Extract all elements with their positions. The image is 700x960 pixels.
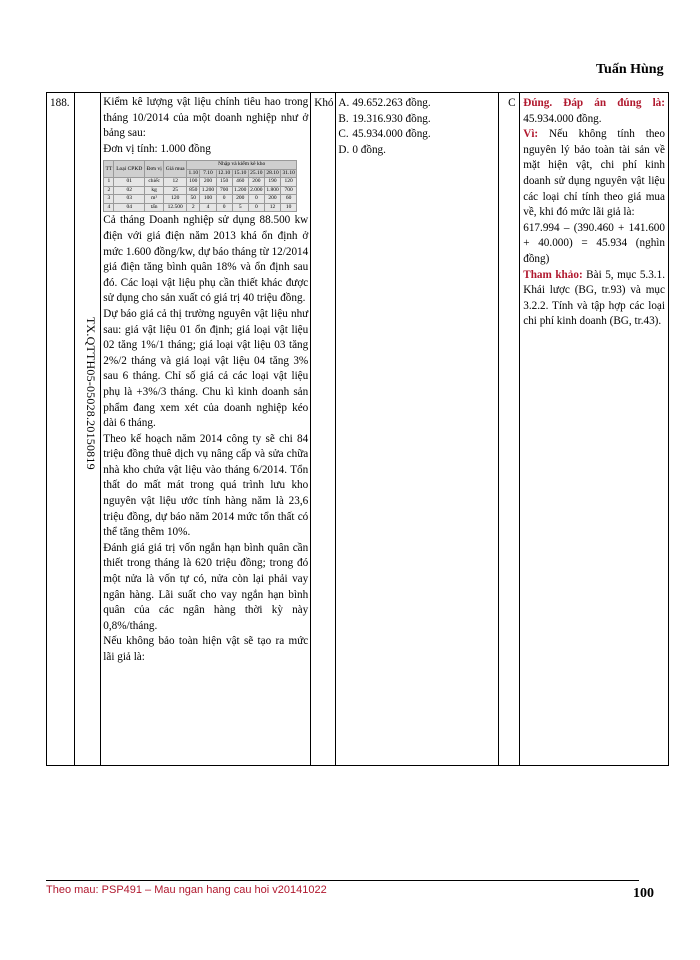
inventory-cell: 2 xyxy=(104,186,114,195)
inventory-subheader: 25.10 xyxy=(250,169,263,176)
reason-text: Vì: Nếu không tính theo nguyên lý bảo toàn tài sản về mặt hiện vật, chi phí kinh doanh sử dụng nguyên vật liệu các loại chỉ tính theo giá mua về, khi đó mức lãi giả là: xyxy=(523,128,665,219)
option-c: C. 45.934.000 đồng. xyxy=(338,128,431,141)
inventory-cell: 850 xyxy=(187,186,200,195)
inventory-cell: 2 xyxy=(187,203,200,212)
inventory-cell: 12 xyxy=(264,203,280,212)
inventory-cell: m² xyxy=(145,195,164,204)
inventory-cell: 10 xyxy=(281,203,297,212)
inventory-table xyxy=(103,160,297,212)
inventory-cell: 120 xyxy=(281,178,297,187)
inventory-cell: 0 xyxy=(248,195,264,204)
inventory-subheader: 12.10 xyxy=(217,169,231,176)
inventory-cell: 120 xyxy=(164,195,187,204)
capital-paragraph: Đánh giá giá trị vốn ngắn hạn bình quân cần thiết trong tháng là 620 triệu đồng; trong đó một nửa là vốn tự có, nửa còn lại phải vay ngân hàng. Lãi suất cho vay ngắn hạn bình quân của các ngân hàng thời kỳ này 0,8%/tháng. xyxy=(103,541,309,632)
inventory-header-stock: Nhập và kiểm kê kho xyxy=(187,161,297,170)
question-intro: Kiểm kê lượng vật liệu chính tiêu hao trong tháng 10/2014 của một doanh nghiệp như ở bảng sau: xyxy=(103,96,309,140)
option-b: B. 19.316.930 đồng. xyxy=(338,112,431,125)
difficulty-level: Khó xyxy=(311,93,336,766)
formula-text: 617.994 – (390.460 + 141.600 + 40.000) = 45.934 (nghìn đồng) xyxy=(523,221,665,265)
question-table xyxy=(46,92,669,766)
inventory-header-tt: TT xyxy=(104,161,114,178)
inventory-cell: 5 xyxy=(232,203,248,212)
inventory-cell: 02 xyxy=(114,186,145,195)
inventory-row xyxy=(104,178,297,187)
inventory-cell: 0 xyxy=(216,195,232,204)
inventory-cell: 1.800 xyxy=(266,186,279,193)
explanation xyxy=(520,93,669,766)
inventory-cell: 0 xyxy=(216,203,232,212)
inventory-cell: 04 xyxy=(114,203,145,212)
inventory-cell: 200 xyxy=(200,178,216,187)
option-a: A. 49.652.263 đồng. xyxy=(338,97,431,109)
inventory-row xyxy=(104,203,297,212)
inventory-cell: 150 xyxy=(216,178,232,187)
inventory-cell: tấn xyxy=(145,203,164,212)
footer-template-note: Theo mau: PSP491 – Mau ngan hang cau hoi v20141022 xyxy=(46,884,327,896)
inventory-cell: 0 xyxy=(248,203,264,212)
inventory-cell: 1.200 xyxy=(201,186,215,193)
inventory-cell: 200 xyxy=(232,195,248,204)
question-code: TX.QTTH05-05028.20150819 xyxy=(84,317,99,470)
plan-paragraph: Theo kế hoạch năm 2014 công ty sẽ chi 84 triệu đồng thuê dịch vụ nâng cấp và sửa chữa nhà kho chứa vật liệu vào tháng 6/2014. Tổn thất do mất mát trong quá trình lưu kho nguyên vật liệu ước tính hàng năm là 23,6 triệu đồng, dự báo năm 2014 mức tổn thất có thể tăng thêm 10%. xyxy=(103,432,309,539)
inventory-cell: 4 xyxy=(200,203,216,212)
inventory-cell: chiếc xyxy=(145,178,164,187)
inventory-subheader: 28.10 xyxy=(266,169,279,176)
inventory-subheader: 7.10 xyxy=(200,169,216,178)
inventory-cell: 3 xyxy=(104,195,114,204)
inventory-cell: 100 xyxy=(187,178,200,187)
inventory-cell: 1 xyxy=(104,178,114,187)
inventory-cell: 200 xyxy=(264,195,280,204)
correct-answer-line: Đúng. Đáp án đúng là: 45.934.000 đồng. xyxy=(523,97,665,125)
question-content xyxy=(101,93,311,766)
inventory-cell: 25 xyxy=(164,186,187,195)
footer-divider xyxy=(46,880,639,881)
inventory-cell: kg xyxy=(145,186,164,195)
inventory-subheader: 15.10 xyxy=(234,169,247,176)
inventory-cell: 03 xyxy=(114,195,145,204)
price-forecast-paragraph: Dự báo giá cả thị trường nguyên vật liệu như sau: giá vật liệu 01 ổn định; giá loại vật liệu 02 tăng 1%/1 tháng; giá loại vật liệu 03 tăng 2%/2 tháng và giá loại vật liệu 04 tăng 3% sau 6 tháng. Chỉ số giá cả các loại vật liệu phụ là +3%/3 tháng. Chu kì kinh doanh sản phẩm đang xem xét của doanh nghiệp kéo dài 6 tháng. xyxy=(103,307,309,430)
inventory-subheader: 31.10 xyxy=(282,169,295,176)
question-number: 188. xyxy=(47,93,75,766)
page-number: 100 xyxy=(633,886,654,901)
inventory-cell: 100 xyxy=(200,195,216,204)
inventory-cell: 460 xyxy=(232,178,248,187)
question-prompt: Nếu không bảo toàn hiện vật sẽ tạo ra mức lãi giả là: xyxy=(103,635,309,663)
inventory-cell: 700 xyxy=(216,186,232,195)
question-row xyxy=(47,93,669,766)
correct-answer-letter: C xyxy=(499,93,520,766)
inventory-cell: 190 xyxy=(264,178,280,187)
inventory-cell: 700 xyxy=(281,186,297,195)
inventory-cell: 01 xyxy=(114,178,145,187)
answer-options xyxy=(336,93,499,766)
author-name: Tuấn Hùng xyxy=(596,62,664,77)
inventory-cell: 60 xyxy=(281,195,297,204)
inventory-header-price: Giá mua xyxy=(164,161,187,178)
inventory-row xyxy=(104,186,297,195)
inventory-subheader: 1.10 xyxy=(188,169,199,176)
reference-text: Tham khảo: Bài 5, mục 5.3.1. Khái lược (BG, tr.93) và mục 3.2.2. Tính và tập hợp các loại chi phí kinh doanh (BG, tr.43). xyxy=(523,268,665,328)
inventory-cell: 12 xyxy=(164,178,187,187)
unit-note: Đơn vị tính: 1.000 đồng xyxy=(103,142,211,155)
inventory-header-unit: Đơn vị xyxy=(145,161,164,178)
inventory-header-type: Loại CPKD xyxy=(114,161,145,178)
inventory-cell: 2.000 xyxy=(250,186,263,193)
inventory-cell: 4 xyxy=(104,203,114,212)
inventory-cell: 200 xyxy=(248,178,264,187)
inventory-cell: 12.500 xyxy=(164,203,187,212)
inventory-cell: 1.200 xyxy=(234,186,247,193)
option-d: D. 0 đồng. xyxy=(338,143,386,156)
inventory-cell: 50 xyxy=(187,195,200,204)
electricity-paragraph: Cả tháng Doanh nghiệp sử dụng 88.500 kw điện với giá điện năm 2013 khá ổn định ở mức 1.600 đồng/kw, dự báo tháng từ 12/2014 giá điện tăng bình quân 18% và ổn định sau đó. Các loại vật liệu phụ cần thiết khác được sử dụng cho sản xuất có giá trị 40 triệu đồng. xyxy=(103,214,309,305)
question-code-cell xyxy=(75,93,101,766)
inventory-row xyxy=(104,195,297,204)
